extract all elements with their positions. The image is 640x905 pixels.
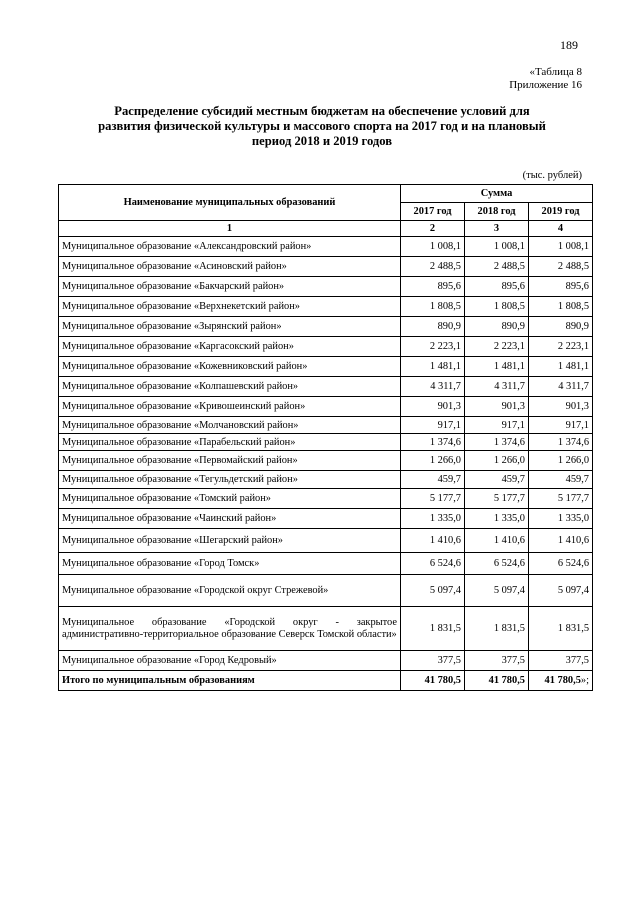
municipality-name: Муниципальное образование «Кожевниковский район» bbox=[59, 357, 401, 377]
value-2019: 5 177,7 bbox=[529, 489, 593, 509]
value-2019: 1 410,6 bbox=[529, 529, 593, 553]
value-2019: 1 374,6 bbox=[529, 434, 593, 451]
table-row bbox=[59, 471, 593, 489]
column-number-1: 1 bbox=[59, 221, 401, 237]
table-row bbox=[59, 317, 593, 337]
total-2018: 41 780,5 bbox=[465, 671, 529, 691]
value-2018: 377,5 bbox=[465, 651, 529, 671]
table-row bbox=[59, 357, 593, 377]
year-2017-header: 2017 год bbox=[401, 203, 465, 221]
value-2018: 4 311,7 bbox=[465, 377, 529, 397]
municipality-name: Муниципальное образование «Колпашевский район» bbox=[59, 377, 401, 397]
municipality-name: Муниципальное образование «Первомайский район» bbox=[59, 451, 401, 471]
value-2019: 2 488,5 bbox=[529, 257, 593, 277]
municipality-name: Муниципальное образование «Молчановский район» bbox=[59, 417, 401, 434]
value-2017: 5 177,7 bbox=[401, 489, 465, 509]
municipality-name: Муниципальное образование «Верхнекетский район» bbox=[59, 297, 401, 317]
value-2017: 1 481,1 bbox=[401, 357, 465, 377]
title-line: период 2018 и 2019 годов bbox=[251, 134, 393, 148]
value-2019: 459,7 bbox=[529, 471, 593, 489]
year-2018-header: 2018 год bbox=[465, 203, 529, 221]
table-row bbox=[59, 575, 593, 607]
table-row bbox=[59, 257, 593, 277]
value-2019: 1 808,5 bbox=[529, 297, 593, 317]
table-row bbox=[59, 397, 593, 417]
title-line: развития физической культуры и массового спорта на 2017 год и на плановый bbox=[98, 119, 546, 133]
table-row bbox=[59, 553, 593, 575]
value-2017: 1 410,6 bbox=[401, 529, 465, 553]
value-2017: 377,5 bbox=[401, 651, 465, 671]
value-2017: 1 808,5 bbox=[401, 297, 465, 317]
value-2018: 1 008,1 bbox=[465, 237, 529, 257]
value-2019: 917,1 bbox=[529, 417, 593, 434]
value-2017: 1 008,1 bbox=[401, 237, 465, 257]
total-2017: 41 780,5 bbox=[401, 671, 465, 691]
table-row bbox=[59, 277, 593, 297]
value-2017: 4 311,7 bbox=[401, 377, 465, 397]
value-2018: 917,1 bbox=[465, 417, 529, 434]
value-2018: 1 410,6 bbox=[465, 529, 529, 553]
sum-column-header: Сумма bbox=[401, 185, 593, 203]
units-label: (тыс. рублей) bbox=[522, 170, 582, 181]
value-2019: 1 266,0 bbox=[529, 451, 593, 471]
value-2017: 1 374,6 bbox=[401, 434, 465, 451]
municipality-name: Муниципальное образование «Тегульдетский район» bbox=[59, 471, 401, 489]
value-2018: 5 097,4 bbox=[465, 575, 529, 607]
value-2017: 890,9 bbox=[401, 317, 465, 337]
value-2019: 1 481,1 bbox=[529, 357, 593, 377]
value-2017: 2 488,5 bbox=[401, 257, 465, 277]
municipality-name: Муниципальное образование «Городской округ - закрытое административно-территориальное образование Северск Томской области» bbox=[59, 607, 401, 651]
value-2019: 895,6 bbox=[529, 277, 593, 297]
table-row bbox=[59, 297, 593, 317]
appendix-label: Приложение 16 bbox=[509, 79, 582, 91]
year-2019-header: 2019 год bbox=[529, 203, 593, 221]
value-2017: 1 335,0 bbox=[401, 509, 465, 529]
table-row bbox=[59, 607, 593, 651]
value-2018: 6 524,6 bbox=[465, 553, 529, 575]
value-2019: 1 335,0 bbox=[529, 509, 593, 529]
municipality-name: Муниципальное образование «Городской округ Стрежевой» bbox=[59, 575, 401, 607]
value-2019: 1 008,1 bbox=[529, 237, 593, 257]
value-2018: 901,3 bbox=[465, 397, 529, 417]
value-2019: 2 223,1 bbox=[529, 337, 593, 357]
value-2019: 901,3 bbox=[529, 397, 593, 417]
value-2019: 4 311,7 bbox=[529, 377, 593, 397]
column-number-3: 3 bbox=[465, 221, 529, 237]
municipality-name: Муниципальное образование «Александровский район» bbox=[59, 237, 401, 257]
table-row bbox=[59, 451, 593, 471]
municipality-name: Муниципальное образование «Шегарский район» bbox=[59, 529, 401, 553]
value-2018: 1 831,5 bbox=[465, 607, 529, 651]
value-2018: 459,7 bbox=[465, 471, 529, 489]
municipality-name: Муниципальное образование «Парабельский район» bbox=[59, 434, 401, 451]
value-2019: 6 524,6 bbox=[529, 553, 593, 575]
value-2017: 895,6 bbox=[401, 277, 465, 297]
title-line: Распределение субсидий местным бюджетам на обеспечение условий для bbox=[114, 104, 530, 118]
subsidy-table bbox=[58, 184, 593, 691]
table-row bbox=[59, 337, 593, 357]
value-2018: 1 481,1 bbox=[465, 357, 529, 377]
total-row bbox=[59, 671, 593, 691]
table-row bbox=[59, 509, 593, 529]
total-label: Итого по муниципальным образованиям bbox=[59, 671, 401, 691]
value-2018: 890,9 bbox=[465, 317, 529, 337]
municipality-name: Муниципальное образование «Чаинский район» bbox=[59, 509, 401, 529]
value-2017: 1 266,0 bbox=[401, 451, 465, 471]
column-number-2: 2 bbox=[401, 221, 465, 237]
value-2017: 5 097,4 bbox=[401, 575, 465, 607]
municipality-name: Муниципальное образование «Каргасокский район» bbox=[59, 337, 401, 357]
value-2018: 1 335,0 bbox=[465, 509, 529, 529]
municipality-column-header: Наименование муниципальных образований bbox=[59, 185, 401, 221]
municipality-name: Муниципальное образование «Асиновский район» bbox=[59, 257, 401, 277]
table-row bbox=[59, 489, 593, 509]
value-2017: 901,3 bbox=[401, 397, 465, 417]
municipality-name: Муниципальное образование «Зырянский район» bbox=[59, 317, 401, 337]
value-2018: 895,6 bbox=[465, 277, 529, 297]
total-2019-cell bbox=[529, 671, 593, 691]
table-row bbox=[59, 417, 593, 434]
table-row bbox=[59, 377, 593, 397]
table-row bbox=[59, 434, 593, 451]
value-2019: 5 097,4 bbox=[529, 575, 593, 607]
document-title bbox=[70, 104, 574, 149]
value-2019: 377,5 bbox=[529, 651, 593, 671]
value-2018: 1 808,5 bbox=[465, 297, 529, 317]
table-row bbox=[59, 651, 593, 671]
value-2019: 890,9 bbox=[529, 317, 593, 337]
total-2019: 41 780,5 bbox=[544, 675, 581, 686]
municipality-name: Муниципальное образование «Томский район» bbox=[59, 489, 401, 509]
value-2018: 1 266,0 bbox=[465, 451, 529, 471]
appendix-reference bbox=[509, 66, 582, 92]
value-2019: 1 831,5 bbox=[529, 607, 593, 651]
municipality-name: Муниципальное образование «Кривошеинский район» bbox=[59, 397, 401, 417]
value-2018: 2 223,1 bbox=[465, 337, 529, 357]
value-2017: 459,7 bbox=[401, 471, 465, 489]
value-2017: 6 524,6 bbox=[401, 553, 465, 575]
value-2018: 1 374,6 bbox=[465, 434, 529, 451]
table-row bbox=[59, 237, 593, 257]
value-2017: 917,1 bbox=[401, 417, 465, 434]
value-2017: 2 223,1 bbox=[401, 337, 465, 357]
municipality-name: Муниципальное образование «Город Кедровый» bbox=[59, 651, 401, 671]
table-reference: «Таблица 8 bbox=[529, 66, 582, 78]
municipality-name: Муниципальное образование «Бакчарский район» bbox=[59, 277, 401, 297]
table-row bbox=[59, 529, 593, 553]
closing-quote: »; bbox=[580, 675, 590, 686]
value-2018: 5 177,7 bbox=[465, 489, 529, 509]
page-number: 189 bbox=[560, 38, 578, 52]
column-number-4: 4 bbox=[529, 221, 593, 237]
municipality-name: Муниципальное образование «Город Томск» bbox=[59, 553, 401, 575]
value-2017: 1 831,5 bbox=[401, 607, 465, 651]
value-2018: 2 488,5 bbox=[465, 257, 529, 277]
